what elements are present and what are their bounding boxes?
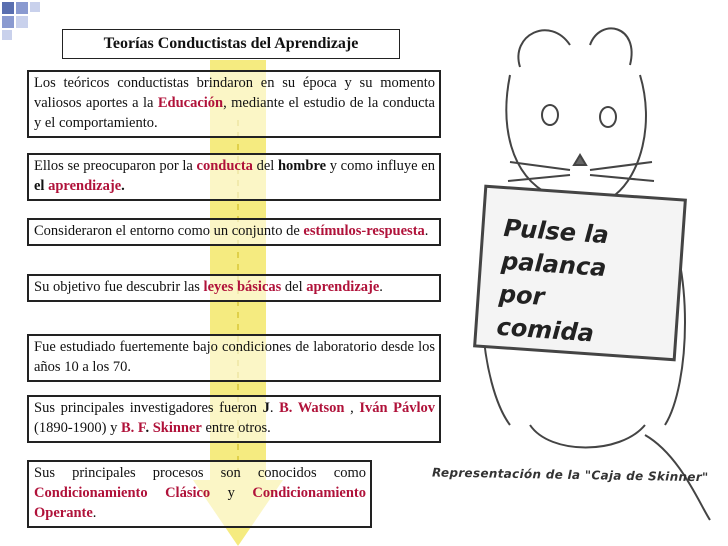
text-box-7: Sus principales procesos son conocidos como Condicionamiento Clásico y Condicionamiento Operante. <box>27 460 372 528</box>
text-box-2: Ellos se preocuparon por la conducta del hombre y como influye en el aprendizaje. <box>27 153 441 201</box>
corner-decoration <box>0 0 60 60</box>
text-box-1: Los teóricos conductistas brindaron en su época y su momento valiosos aportes a la Educación, mediante el estudio de la conducta y el comportamiento. <box>27 70 441 138</box>
sign-text: Pulse la palanca por comida <box>495 213 610 348</box>
text-box-6: Sus principales investigadores fueron J. B. Watson , Iván Pávlov (1890-1900) y B. F. Skinner entre otros. <box>27 395 441 443</box>
text-box-5: Fue estudiado fuertemente bajo condiciones de laboratorio desde los años 10 a los 70. <box>27 334 441 382</box>
text-box-4: Su objetivo fue descubrir las leyes básicas del aprendizaje. <box>27 274 441 302</box>
page-title: Teorías Conductistas del Aprendizaje <box>62 29 400 59</box>
text-box-3: Consideraron el entorno como un conjunto de estímulos-respuesta. <box>27 218 441 246</box>
illustration-caption: Representación de la "Caja de Skinner" <box>431 465 709 485</box>
